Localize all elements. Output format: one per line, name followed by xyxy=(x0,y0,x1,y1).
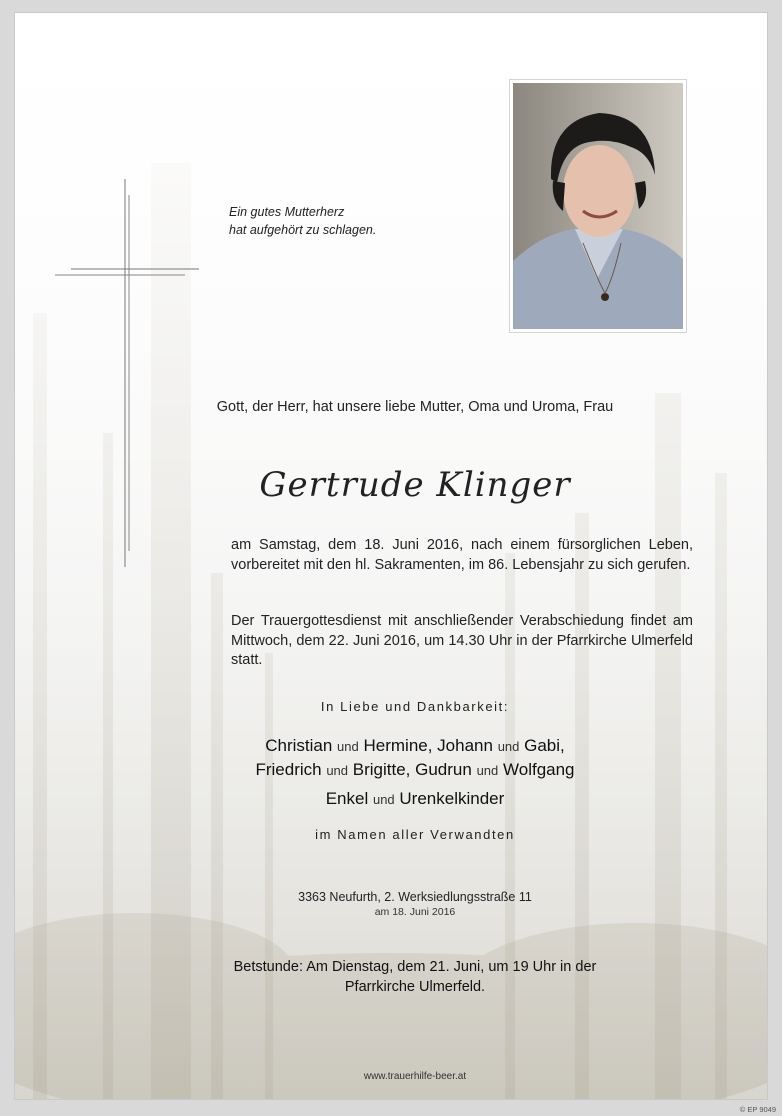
family-connector: und xyxy=(497,739,520,754)
funeral-service-paragraph: Der Trauergottesdienst mit anschließender Verabschiedung findet am Mittwoch, dem 22. Juni 2016, um 14.30 Uhr in der Pfarrkirche Ulmerfeld statt. xyxy=(231,613,693,668)
prayer-hour-line-2: Pfarrkirche Ulmerfeld. xyxy=(344,979,486,995)
motto-line-1: Ein gutes Mutterherz xyxy=(229,205,345,219)
address-date: am 18. Juni 2016 xyxy=(374,906,456,918)
family-connector: und xyxy=(372,792,395,807)
prayer-hour-line-1: Betstunde: Am Dienstag, dem 21. Juni, um 19 Uhr in der xyxy=(233,959,597,975)
cross-icon xyxy=(51,175,203,571)
website-link[interactable]: www.trauerhilfe-beer.at xyxy=(363,1071,467,1082)
gratitude-line: In Liebe und Dankbarkeit: xyxy=(320,699,510,714)
deceased-name: Gertrude Klinger xyxy=(259,465,571,505)
address: 3363 Neufurth, 2. Werksiedlungsstraße 11 xyxy=(298,890,532,904)
family-connector: und xyxy=(326,763,349,778)
relatives-line: im Namen aller Verwandten xyxy=(315,827,515,842)
family-name: Friedrich xyxy=(255,760,322,779)
family-name: Gabi, xyxy=(524,736,565,755)
death-announcement-paragraph: am Samstag, dem 18. Juni 2016, nach einem fürsorglichen Leben, vorbereitet mit den hl. Sakramenten, im 86. Lebensjahr zu sich gerufen. xyxy=(231,537,693,573)
family-connector: und xyxy=(337,739,359,754)
family-name: Wolfgang xyxy=(503,760,575,779)
motto xyxy=(229,203,459,239)
family-name: Christian xyxy=(265,736,333,755)
family-name: Urenkelkinder xyxy=(399,789,505,808)
obituary-sheet xyxy=(14,12,768,1100)
family-name: Hermine, Johann xyxy=(363,736,493,755)
edition-code: © EP 9049 xyxy=(739,1105,776,1114)
family-line-3 xyxy=(115,789,715,809)
family-line-1 xyxy=(115,736,715,756)
motto-line-2: hat aufgehört zu schlagen. xyxy=(229,223,377,237)
intro-text: Gott, der Herr, hat unsere liebe Mutter, Oma und Uroma, Frau xyxy=(216,399,614,415)
family-connector: und xyxy=(476,763,499,778)
family-name: Brigitte, Gudrun xyxy=(352,760,472,779)
family-line-2 xyxy=(115,760,715,780)
portrait-photo xyxy=(509,79,687,333)
family-name: Enkel xyxy=(325,789,369,808)
